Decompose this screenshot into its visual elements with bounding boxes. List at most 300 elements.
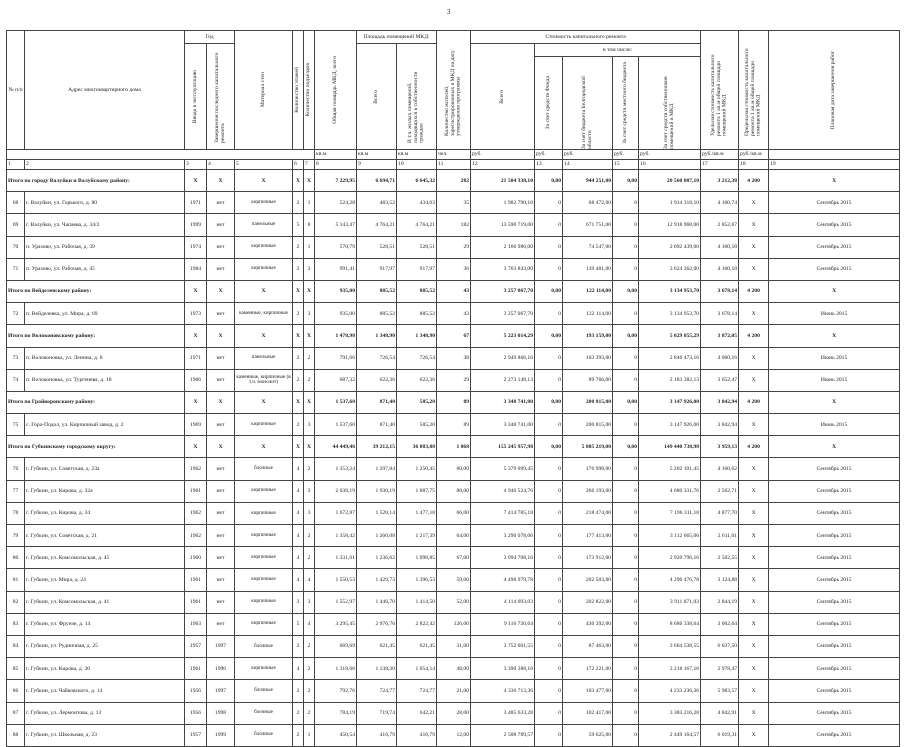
table-cell: 719,74 <box>357 702 397 724</box>
table-cell: 3 842,94 <box>701 414 739 436</box>
table-cell: 0 <box>535 369 563 391</box>
table-cell: нет <box>207 214 235 236</box>
table-cell: 21,00 <box>437 680 471 702</box>
table-cell: 917,97 <box>357 258 397 280</box>
subtotal-cell: X <box>185 391 207 413</box>
table-cell: нет <box>207 613 235 635</box>
subtotal-cell: X <box>185 325 207 347</box>
table-cell: 0 <box>613 236 639 258</box>
table-cell: Сентябрь 2015 <box>769 525 900 547</box>
table-cell: 13 590 719,00 <box>471 214 535 236</box>
col-region-header: За счет бюджета Белгородской области <box>563 57 613 150</box>
table-cell: 5 <box>293 613 304 635</box>
subtotal-cell: X <box>769 436 900 458</box>
table-cell: нет <box>207 236 235 258</box>
table-cell: 0 <box>613 303 639 325</box>
col-cost-total-header: Всего <box>471 44 535 150</box>
table-cell: 1 477,18 <box>397 502 437 524</box>
table-cell: Сентябрь 2015 <box>769 214 900 236</box>
table-cell: 1971 <box>185 192 207 214</box>
row-number-cell: 85 <box>7 658 25 680</box>
table-cell: X <box>739 613 769 635</box>
subtotal-cell: 3 212,38 <box>701 170 739 192</box>
col-year-built-header: Ввода в эксплуатацию <box>185 44 207 150</box>
table-cell: 0 <box>535 458 563 480</box>
column-number: 5 <box>235 160 293 170</box>
table-cell: 4 <box>293 480 304 502</box>
table-cell: 4 <box>293 658 304 680</box>
table-cell: 1956 <box>185 680 207 702</box>
table-cell: 1 <box>304 236 315 258</box>
table-cell: 1 446,70 <box>357 591 397 613</box>
col-area-all-header: Всего <box>357 44 397 150</box>
table-cell: 0 <box>535 192 563 214</box>
table-cell: кирпичные <box>235 502 293 524</box>
subtotal-cell: 3 134 953,70 <box>639 280 701 302</box>
table-cell: 2 <box>304 702 315 724</box>
subtotal-cell: 43 <box>437 280 471 302</box>
table-cell: 202 503,00 <box>563 569 613 591</box>
table-cell: X <box>739 214 769 236</box>
subtotal-cell: X <box>207 391 235 413</box>
subtotal-cell: X <box>293 391 304 413</box>
table-row <box>7 591 900 613</box>
subtotal-cell: 5 223 014,29 <box>471 325 535 347</box>
table-cell: 31,00 <box>437 635 471 657</box>
table-cell: 4 060,16 <box>701 347 739 369</box>
table-cell: 784,19 <box>315 702 357 724</box>
table-cell: 642,21 <box>397 702 437 724</box>
table-cell: 0 <box>613 569 639 591</box>
table-cell: 1962 <box>185 525 207 547</box>
col-area-total-header: Общая площадь МКД, всего <box>315 31 357 150</box>
table-cell: 3 290 078,06 <box>471 525 535 547</box>
column-number: 2 <box>25 160 185 170</box>
table-cell: 1 217,39 <box>397 525 437 547</box>
table-cell: 266 193,00 <box>563 480 613 502</box>
table-cell: 2 920 796,16 <box>639 547 701 569</box>
table-cell: 4 <box>304 569 315 591</box>
unit-cell: руб. <box>563 150 613 160</box>
table-cell: 1999 <box>207 724 235 746</box>
subtotal-cell: 6 645,32 <box>397 170 437 192</box>
table-cell: 0 <box>535 702 563 724</box>
table-cell: 991,41 <box>315 258 357 280</box>
column-number: 1 <box>7 160 25 170</box>
column-number: 3 <box>185 160 207 170</box>
table-cell: 1 396,53 <box>397 569 437 591</box>
subtotal-cell: 3 147 926,00 <box>639 391 701 413</box>
table-cell: 1 982 790,10 <box>471 192 535 214</box>
table-cell: 0 <box>613 369 639 391</box>
table-cell: кирпичные <box>235 192 293 214</box>
subtotal-cell: 0,00 <box>613 391 639 413</box>
table-cell: 2 <box>304 458 315 480</box>
table-row <box>7 347 900 369</box>
subtotal-cell: 39 212,15 <box>357 436 397 458</box>
col-area-group-header: Площадь помещений МКД: <box>357 31 437 44</box>
subtotal-cell: 20 560 087,10 <box>639 170 701 192</box>
table-cell: 3 124,88 <box>701 569 739 591</box>
table-cell: 1961 <box>185 480 207 502</box>
table-cell: 0 <box>613 502 639 524</box>
table-cell: кирпичные <box>235 236 293 258</box>
unit-cell: кв.м <box>315 150 357 160</box>
table-cell: 1 353,24 <box>315 458 357 480</box>
table-cell: 1 550,53 <box>315 569 357 591</box>
subtotal-cell: X <box>293 325 304 347</box>
table-cell: панельные <box>235 347 293 369</box>
col-max-cost-header: Предельная стоимость капитального ремонта 1 кв.м общей площади помещений МКД <box>739 31 769 150</box>
table-cell: 0 <box>535 658 563 680</box>
subtotal-cell: 4 200 <box>739 170 769 192</box>
table-cell: 1 331,61 <box>315 547 357 569</box>
col-walls-header: Материал стен <box>235 31 293 150</box>
subtotal-cell: X <box>293 436 304 458</box>
table-cell: блочные <box>235 702 293 724</box>
subtotal-cell: 3 678,14 <box>701 280 739 302</box>
subtotal-cell: 585,20 <box>397 391 437 413</box>
table-cell: Сентябрь 2015 <box>769 680 900 702</box>
table-cell: 0 <box>535 480 563 502</box>
table-cell: 0 <box>535 613 563 635</box>
subtotal-cell: 885,52 <box>357 280 397 302</box>
table-cell: 1 054,14 <box>397 658 437 680</box>
subtotal-cell: 871,40 <box>357 391 397 413</box>
table-cell: 3 <box>304 303 315 325</box>
subtotal-cell: X <box>769 170 900 192</box>
table-cell: 1 318,66 <box>315 658 357 680</box>
subtotal-cell: 0,00 <box>535 280 563 302</box>
table-cell: 0 <box>613 613 639 635</box>
table-cell: 3 062,64 <box>701 613 739 635</box>
column-number: 17 <box>701 160 739 170</box>
table-cell: 1956 <box>185 702 207 724</box>
table-cell: 2 <box>293 303 304 325</box>
subtotal-cell: 0,00 <box>535 391 563 413</box>
table-cell: 68 472,00 <box>563 192 613 214</box>
address-cell: г. Губкин, ул. Фрунзе, д. 14 <box>25 613 185 635</box>
subtotal-cell: 7 229,95 <box>315 170 357 192</box>
subtotal-cell: 3 959,13 <box>701 436 739 458</box>
subtotal-cell: 0,00 <box>535 436 563 458</box>
subtotal-cell: 67 <box>437 325 471 347</box>
table-cell: 2 449 164,57 <box>639 724 701 746</box>
subtotal-row <box>7 280 900 302</box>
table-cell: 3 763 843,00 <box>471 258 535 280</box>
table-cell: 0 <box>613 658 639 680</box>
table-cell: 59,00 <box>437 569 471 591</box>
repair-program-table <box>6 30 900 747</box>
column-number: 12 <box>471 160 535 170</box>
table-cell: 2 183 382,13 <box>639 369 701 391</box>
table-cell: 1 <box>304 192 315 214</box>
table-cell: Июнь 2015 <box>769 347 900 369</box>
table-cell: X <box>739 369 769 391</box>
table-cell: кирпичные <box>235 591 293 613</box>
table-cell: 621,45 <box>397 635 437 657</box>
table-cell: 2 822,42 <box>397 613 437 635</box>
row-number-cell: 75 <box>7 414 25 436</box>
table-cell: 1962 <box>185 502 207 524</box>
subtotal-cell: X <box>769 280 900 302</box>
table-cell: 1 520,14 <box>357 502 397 524</box>
row-number-cell: 69 <box>7 214 25 236</box>
table-cell: 0 <box>535 680 563 702</box>
table-cell: X <box>739 303 769 325</box>
table-cell: 3 295,45 <box>315 613 357 635</box>
table-cell: 5 143,47 <box>315 214 357 236</box>
table-cell: X <box>739 480 769 502</box>
table-cell: нет <box>207 502 235 524</box>
table-cell: 1 138,30 <box>357 658 397 680</box>
table-cell: 2 <box>293 258 304 280</box>
table-cell: 5 983,57 <box>701 680 739 702</box>
table-cell: 528,51 <box>397 236 437 258</box>
table-cell: 0 <box>535 258 563 280</box>
address-cell: г. Губкин, ул. Комсомольская, д. 41 <box>25 591 185 613</box>
table-cell: нет <box>207 547 235 569</box>
address-cell: г. Валуйки, ул. Горького, д. 80 <box>25 192 185 214</box>
table-cell: 3 <box>304 258 315 280</box>
table-cell: нет <box>207 414 235 436</box>
table-cell: 687,32 <box>315 369 357 391</box>
table-cell: 0 <box>535 502 563 524</box>
table-cell: 3 911 871,03 <box>639 591 701 613</box>
table-cell: X <box>739 458 769 480</box>
table-cell: 724,77 <box>357 680 397 702</box>
row-number-cell: 86 <box>7 680 25 702</box>
subtotal-cell: X <box>207 436 235 458</box>
unit-cell: руб. <box>639 150 701 160</box>
table-cell: 3 <box>293 591 304 613</box>
table-cell: 0 <box>535 236 563 258</box>
unit-cell: руб./кв.м <box>739 150 769 160</box>
table-cell: 4 842,91 <box>701 702 739 724</box>
col-local-header: За счет средств местного бюджета <box>613 57 639 150</box>
table-cell: 8 686 338,64 <box>639 613 701 635</box>
row-number-cell: 76 <box>7 458 25 480</box>
subtotal-cell: X <box>207 280 235 302</box>
table-cell: 29 <box>437 236 471 258</box>
table-cell: 0 <box>535 569 563 591</box>
table-cell: 6 019,31 <box>701 724 739 746</box>
table-cell: 4 764,21 <box>357 214 397 236</box>
address-cell: г. Губкин, ул. Кирова, д. 34 <box>25 502 185 524</box>
table-cell: X <box>739 635 769 657</box>
table-cell: 4 233 236,36 <box>639 680 701 702</box>
table-cell: 172 221,00 <box>563 658 613 680</box>
table-cell: 7 196 311,18 <box>639 502 701 524</box>
table-cell: 1984 <box>185 258 207 280</box>
table-cell: 2 <box>293 724 304 746</box>
table-cell: 0 <box>613 214 639 236</box>
address-cell: г. Губкин, ул. Рудничная, д. 25 <box>25 635 185 657</box>
table-cell: 1 236,62 <box>357 547 397 569</box>
subtotal-cell: 1 537,60 <box>315 391 357 413</box>
table-cell: 4 877,70 <box>701 502 739 524</box>
subtotal-cell: X <box>304 170 315 192</box>
table-cell: нет <box>207 569 235 591</box>
subtotal-row <box>7 170 900 192</box>
subtotal-cell: 1 348,90 <box>357 325 397 347</box>
table-cell: блочные <box>235 724 293 746</box>
unit-cell: руб. <box>471 150 535 160</box>
table-cell: Сентябрь 2015 <box>769 480 900 502</box>
table-cell: 3 <box>304 591 315 613</box>
subtotal-cell: 44 449,46 <box>315 436 357 458</box>
table-cell: X <box>739 502 769 524</box>
row-number-cell: 77 <box>7 480 25 502</box>
table-cell: 0 <box>613 458 639 480</box>
column-number: 13 <box>535 160 563 170</box>
table-cell: 1974 <box>185 236 207 258</box>
table-cell: 67,00 <box>437 547 471 569</box>
table-cell: панельные <box>235 214 293 236</box>
table-cell: 0 <box>613 192 639 214</box>
table-cell: 3 383 216,28 <box>639 702 701 724</box>
subtotal-cell: 0,00 <box>613 170 639 192</box>
table-cell: 2 <box>293 680 304 702</box>
subtotal-cell: 0,00 <box>535 170 563 192</box>
subtotal-cell: X <box>304 436 315 458</box>
address-cell: г. Губкин, ул. Кирова, д. 30 <box>25 658 185 680</box>
subtotal-cell: 21 504 338,10 <box>471 170 535 192</box>
table-cell: 570,79 <box>315 236 357 258</box>
address-cell: г. Губкин, ул. Советская, д. 21 <box>25 525 185 547</box>
table-cell: 917,97 <box>397 258 437 280</box>
table-cell: 2 502,55 <box>701 547 739 569</box>
table-cell: 622,36 <box>397 369 437 391</box>
table-cell: 1996 <box>207 658 235 680</box>
subtotal-cell: X <box>304 325 315 347</box>
subtotal-cell: 193 159,00 <box>563 325 613 347</box>
subtotal-label: Итого по Губкинскому городскому округу: <box>7 436 185 458</box>
table-cell: 3 147 926,00 <box>639 414 701 436</box>
table-cell: 1 672,87 <box>315 502 357 524</box>
table-row <box>7 192 900 214</box>
col-residents-header: Количество жителей, зарегистрированных в МКД на дату утверждения программы <box>437 31 471 150</box>
col-no-header: № п/п <box>7 31 25 150</box>
table-cell: 1 552,97 <box>315 591 357 613</box>
table-cell: Сентябрь 2015 <box>769 458 900 480</box>
table-cell: 935,00 <box>315 303 357 325</box>
table-cell: X <box>739 525 769 547</box>
table-cell: X <box>739 547 769 569</box>
table-cell: 0 <box>535 303 563 325</box>
table-cell: 0 <box>535 591 563 613</box>
table-cell: 3 678,14 <box>701 303 739 325</box>
table-cell: 2 <box>293 635 304 657</box>
table-cell: 2 <box>293 192 304 214</box>
col-fund-header: За счет средств Фонда <box>535 57 563 150</box>
table-cell: 3 <box>304 502 315 524</box>
subtotal-label: Итого по Волоконовскому району: <box>7 325 185 347</box>
table-cell: блочные <box>235 458 293 480</box>
table-cell: нет <box>207 347 235 369</box>
table-cell: X <box>739 569 769 591</box>
table-cell: 200 815,00 <box>563 414 613 436</box>
subtotal-cell: 200 815,00 <box>563 391 613 413</box>
row-number-cell: 70 <box>7 236 25 258</box>
subtotal-cell: 0,00 <box>613 325 639 347</box>
table-cell: кирпичные <box>235 547 293 569</box>
table-cell: 12 918 968,00 <box>639 214 701 236</box>
table-cell: 4 100,18 <box>701 258 739 280</box>
table-cell: 3 <box>304 480 315 502</box>
table-cell: 1957 <box>185 724 207 746</box>
table-cell: 726,54 <box>357 347 397 369</box>
table-cell: 2 <box>293 347 304 369</box>
table-cell: 4 946 524,76 <box>471 480 535 502</box>
table-cell: 4 100,18 <box>701 236 739 258</box>
table-cell: X <box>739 680 769 702</box>
table-cell: 7 414 785,18 <box>471 502 535 524</box>
table-cell: 28,00 <box>437 702 471 724</box>
table-cell: 1 930,19 <box>357 480 397 502</box>
table-cell: 3 652,47 <box>701 369 739 391</box>
table-cell: 12,00 <box>437 724 471 746</box>
table-cell: 1 537,60 <box>315 414 357 436</box>
table-cell: 122 114,00 <box>563 303 613 325</box>
table-cell: Сентябрь 2015 <box>769 658 900 680</box>
subtotal-cell: X <box>207 325 235 347</box>
table-row <box>7 369 900 391</box>
table-cell: X <box>739 724 769 746</box>
subtotal-cell: 5 029 855,29 <box>639 325 701 347</box>
table-cell: 35 <box>437 192 471 214</box>
unit-cell: кв.м <box>397 150 437 160</box>
subtotal-cell: 0,00 <box>613 280 639 302</box>
table-cell: 74 547,00 <box>563 236 613 258</box>
table-cell: 2 852,67 <box>701 214 739 236</box>
row-number-cell: 88 <box>7 724 25 746</box>
table-cell: 2 <box>304 547 315 569</box>
subtotal-cell: X <box>185 280 207 302</box>
table-cell: 2 <box>304 680 315 702</box>
table-row <box>7 680 900 702</box>
table-cell: 66,00 <box>437 502 471 524</box>
subtotal-cell: 0,00 <box>613 436 639 458</box>
table-cell: 792,76 <box>315 680 357 702</box>
table-cell: 434,63 <box>397 192 437 214</box>
table-cell: 483,52 <box>357 192 397 214</box>
subtotal-cell: 4 200 <box>739 391 769 413</box>
row-number-cell: 87 <box>7 702 25 724</box>
subtotal-cell: 155 245 957,98 <box>471 436 535 458</box>
table-cell: 3 485 633,28 <box>471 702 535 724</box>
subtotal-cell: 3 348 741,00 <box>471 391 535 413</box>
table-cell: 52,00 <box>437 591 471 613</box>
table-cell: 2 <box>304 525 315 547</box>
table-cell: 6 037,50 <box>701 635 739 657</box>
subtotal-label: Итого по Грайворонскому району: <box>7 391 185 413</box>
table-cell: Сентябрь 2015 <box>769 591 900 613</box>
table-row <box>7 303 900 325</box>
table-cell: 87 463,00 <box>563 635 613 657</box>
table-cell: кирпичные <box>235 258 293 280</box>
address-cell: п. Волоконовка, ул. Тургенева, д. 18 <box>25 369 185 391</box>
column-number: 11 <box>437 160 471 170</box>
table-cell: 64,00 <box>437 525 471 547</box>
subtotal-label: Итого по городу Валуйки и Валуйскому району: <box>7 170 185 192</box>
table-cell: Сентябрь 2015 <box>769 569 900 591</box>
unit-cell: кв.м <box>357 150 397 160</box>
table-cell: 102 417,00 <box>563 702 613 724</box>
table-cell: 3 624 362,00 <box>639 258 701 280</box>
subtotal-cell: 935,00 <box>315 280 357 302</box>
subtotal-cell: 6 694,71 <box>357 170 397 192</box>
